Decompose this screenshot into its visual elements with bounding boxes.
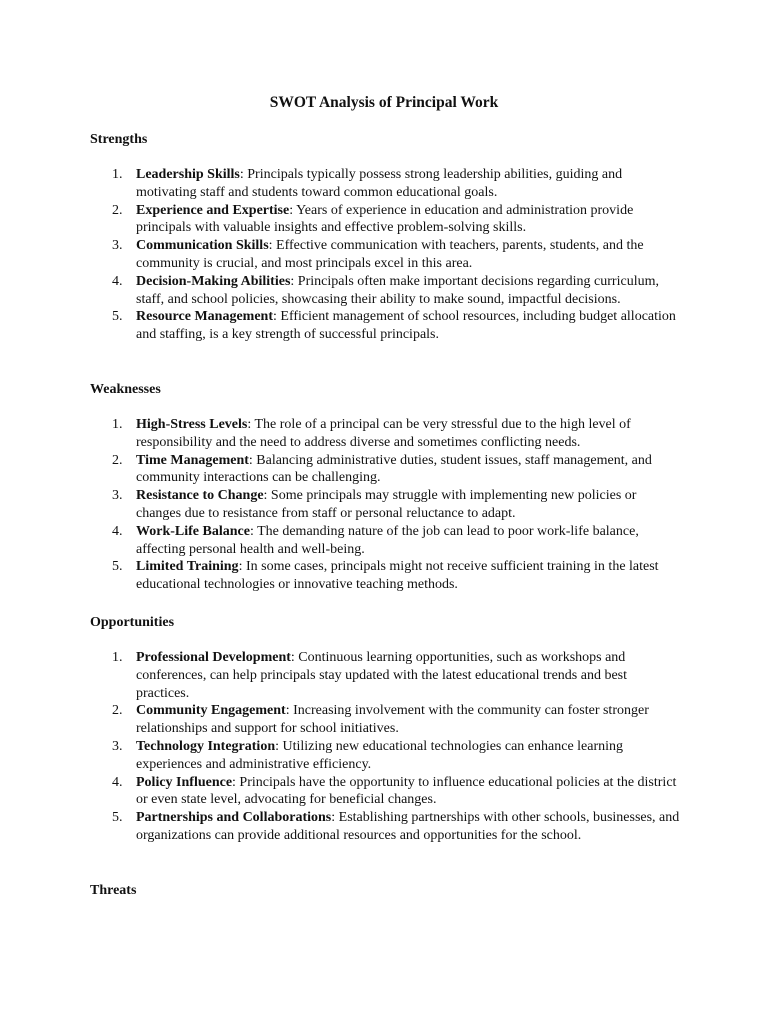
item-number: 4.: [112, 774, 123, 790]
section-heading: Weaknesses: [90, 382, 161, 397]
item-text: : Principals often make important decisions regarding curriculum, staff, and school policies, showcasing their ability to make sound, impactful decisions.: [136, 273, 659, 307]
item-term: Resource Management: [136, 309, 273, 325]
section-strengths: [90, 131, 690, 344]
list-item: [90, 774, 682, 810]
item-term: Time Management: [136, 452, 249, 468]
section-opportunities: [90, 614, 690, 845]
item-text: : The role of a principal can be very stressful due to the high level of responsibility and the need to address diverse and sometimes conflicting needs.: [136, 417, 631, 450]
list-item: [90, 452, 682, 488]
list-item: [90, 273, 682, 309]
list-item: [90, 166, 682, 202]
item-term: Decision-Making Abilities: [136, 273, 291, 289]
item-number: 1.: [112, 650, 123, 665]
item-number: 1.: [112, 417, 123, 432]
item-text: : Principals typically possess strong leadership abilities, guiding and motivating staff and students toward common educational goals.: [136, 167, 623, 200]
section-heading: Threats: [90, 883, 137, 898]
list-item: [90, 738, 682, 774]
item-term: Resistance to Change: [136, 488, 264, 504]
item-text: : Utilizing new educational technologies can enhance learning experiences and administrative efficiency.: [136, 738, 624, 772]
item-text: : In some cases, principals might not receive sufficient training in the latest educational technologies or innovative teaching methods.: [136, 559, 659, 593]
item-term: Technology Integration: [136, 738, 276, 754]
item-term: Community Engagement: [136, 703, 286, 719]
item-term: Leadership Skills: [136, 167, 240, 182]
item-text: : Increasing involvement with the community can foster stronger relationships and support for school initiatives.: [136, 703, 649, 737]
item-term: Communication Skills: [136, 238, 269, 254]
item-number: 3.: [112, 738, 123, 754]
section-threats: [90, 882, 690, 899]
item-text: : The demanding nature of the job can lead to poor work-life balance, affecting personal health and well-being.: [136, 523, 639, 557]
item-text: : Years of experience in education and administration provide principals with valuable insights and effective problem-solving skills.: [136, 202, 634, 236]
list-item: [90, 702, 682, 738]
strengths-list: [90, 166, 690, 344]
item-number: 5.: [112, 810, 123, 826]
item-term: Partnerships and Collaborations: [136, 810, 332, 826]
item-number: 3.: [112, 488, 123, 504]
item-text: : Establishing partnerships with other schools, businesses, and organizations can provide additional resources and opportunities for the school.: [136, 810, 680, 843]
item-number: 4.: [112, 523, 123, 539]
list-item: [90, 487, 682, 523]
item-term: Experience and Expertise: [136, 202, 290, 218]
item-text: : Some principals may struggle with implementing new policies or changes due to resistance from staff or personal reluctance to adapt.: [136, 488, 637, 521]
opportunities-list: [90, 649, 690, 845]
item-number: 5.: [112, 309, 123, 325]
item-number: 2.: [112, 452, 123, 468]
item-term: Work-Life Balance: [136, 523, 250, 539]
item-number: 2.: [112, 703, 123, 719]
item-number: 5.: [112, 559, 123, 575]
list-item: [90, 558, 682, 594]
item-text: : Balancing administrative duties, student issues, staff management, and community interactions can be challenging.: [136, 452, 652, 486]
item-term: Limited Training: [136, 559, 239, 575]
list-item: [90, 523, 682, 559]
list-item: [90, 202, 682, 238]
weaknesses-list: [90, 416, 690, 594]
item-term: High-Stress Levels: [136, 417, 248, 432]
section-heading: Opportunities: [90, 615, 175, 630]
list-item: [90, 237, 682, 273]
list-item: [90, 308, 682, 344]
item-number: 4.: [112, 273, 123, 289]
item-number: 3.: [112, 238, 123, 254]
list-item: [90, 649, 682, 702]
item-text: : Effective communication with teachers, parents, students, and the community is crucial, and most principals excel in this area.: [136, 238, 644, 271]
item-number: 2.: [112, 202, 123, 218]
document-title: SWOT Analysis of Principal Work: [269, 94, 499, 111]
list-item: [90, 416, 682, 452]
item-term: Professional Development: [136, 650, 291, 665]
item-term: Policy Influence: [136, 774, 233, 790]
list-item: [90, 809, 682, 845]
item-text: : Continuous learning opportunities, such as workshops and conferences, can help principals stay updated with the latest educational trends and best practices.: [136, 650, 627, 701]
item-text: : Principals have the opportunity to influence educational policies at the district or even state level, advocating for beneficial changes.: [136, 774, 677, 808]
item-number: 1.: [112, 167, 123, 182]
section-weaknesses: [90, 381, 690, 594]
section-heading: Strengths: [90, 132, 148, 147]
item-text: : Efficient management of school resources, including budget allocation and staffing, is a key strength of successful principals.: [136, 309, 676, 343]
